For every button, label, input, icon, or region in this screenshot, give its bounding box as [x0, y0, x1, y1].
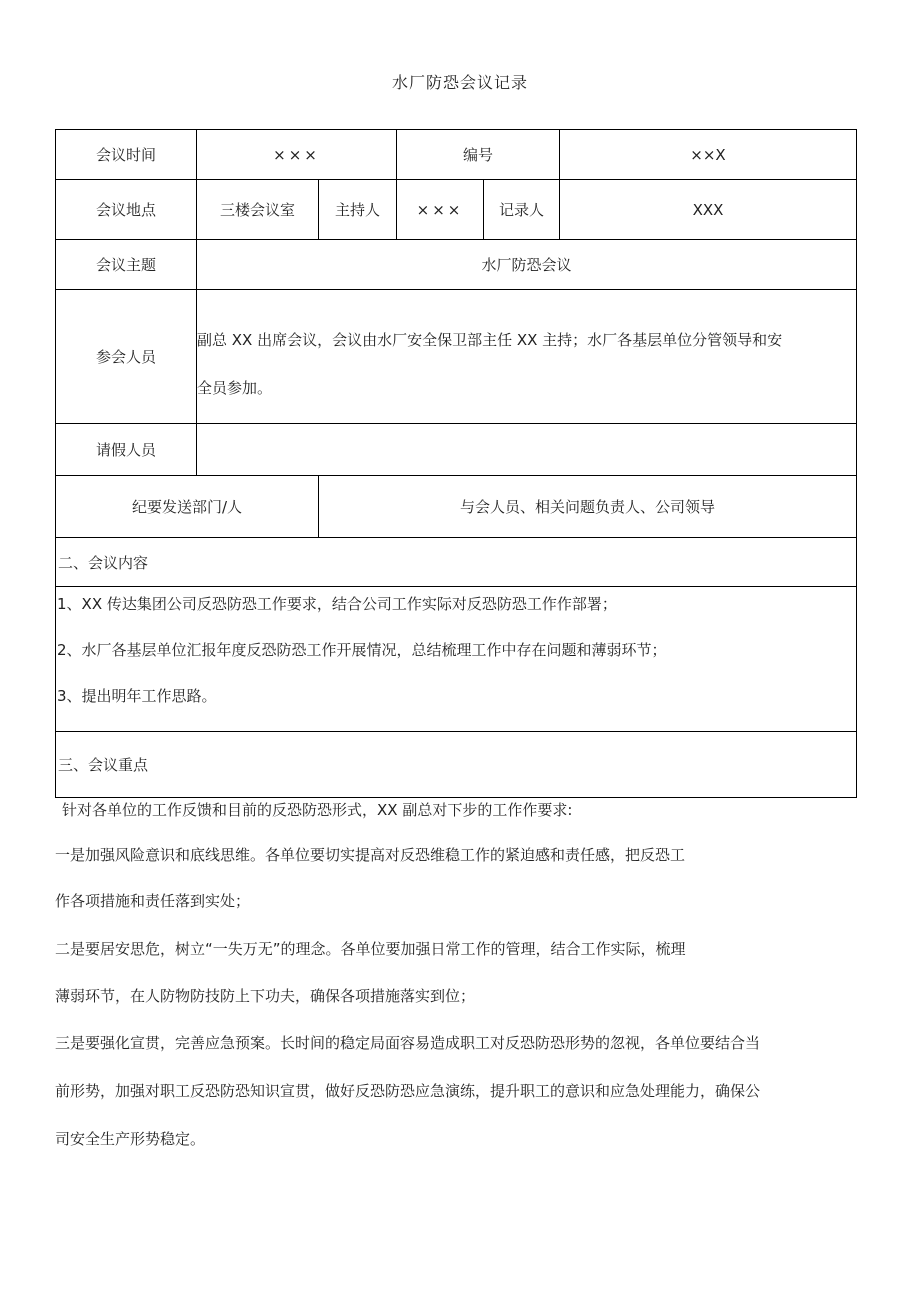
body-intro: 针对各单位的工作反馈和目前的反恐防恐形式，XX 副总对下步的工作作要求: — [62, 801, 573, 819]
distribution-value: 与会人员、相关问题负责人、公司领导 — [459, 498, 715, 516]
content-item-2: 2、水厂各基层单位汇报年度反恐防恐工作开展情况，总结梳理工作中存在问题和薄弱环节； — [57, 641, 667, 659]
place-value: 三楼会议室 — [219, 201, 295, 219]
attendees-label: 参会人员 — [95, 348, 156, 366]
number-label: 编号 — [462, 146, 493, 164]
time-value: ××× — [273, 145, 320, 164]
time-label: 会议时间 — [95, 146, 156, 164]
point-2-line-2: 薄弱环节，在人防物防技防上下功夫，确保各项措施落实到位； — [55, 987, 476, 1005]
attendees-line-1: 副总 XX 出席会议，会议由水厂安全保卫部主任 XX 主持；水厂各基层单位分管领导和安 — [197, 331, 783, 349]
leave-label: 请假人员 — [95, 441, 156, 459]
section-2-heading: 二、会议内容 — [58, 553, 149, 572]
number-value: ××X — [690, 145, 726, 164]
recorder-label: 记录人 — [498, 201, 544, 219]
point-3-line-1: 三是要强化宣贯，完善应急预案。长时间的稳定局面容易造成职工对反恐防恐形势的忽视，各单位要结合当 — [55, 1034, 761, 1052]
document-title: 水厂防恐会议记录 — [391, 73, 528, 92]
distribution-label: 纪要发送部门/人 — [131, 498, 243, 516]
point-1-line-1: 一是加强风险意识和底线思维。各单位要切实提高对反恐维稳工作的紧迫感和责任感，把反恐工 — [55, 846, 686, 864]
section-3-heading: 三、会议重点 — [58, 756, 149, 774]
content-item-1: 1、XX 传达集团公司反恐防恐工作要求，结合公司工作实际对反恐防恐工作作部署； — [57, 595, 617, 613]
host-label: 主持人 — [334, 201, 380, 219]
content-item-3: 3、提出明年工作思路。 — [57, 687, 217, 705]
point-3-line-2: 前形势，加强对职工反恐防恐知识宣贯，做好反恐防恐应急演练，提升职工的意识和应急处理能力，确保公 — [55, 1082, 761, 1100]
point-3-line-3: 司安全生产形势稳定。 — [55, 1130, 206, 1148]
leave-value — [197, 424, 856, 475]
point-2-line-1: 二是要居安思危，树立“一失万无”的理念。各单位要加强日常工作的管理，结合工作实际，梳理 — [55, 940, 686, 958]
topic-label: 会议主题 — [95, 256, 156, 274]
row-divider — [55, 586, 857, 587]
place-label: 会议地点 — [95, 201, 156, 219]
recorder-value: XXX — [692, 200, 724, 219]
host-value: ××× — [416, 200, 464, 219]
topic-value: 水厂防恐会议 — [481, 256, 572, 274]
attendees-line-2: 全员参加。 — [197, 379, 273, 397]
point-1-line-2: 作各项措施和责任落到实处； — [55, 892, 251, 910]
